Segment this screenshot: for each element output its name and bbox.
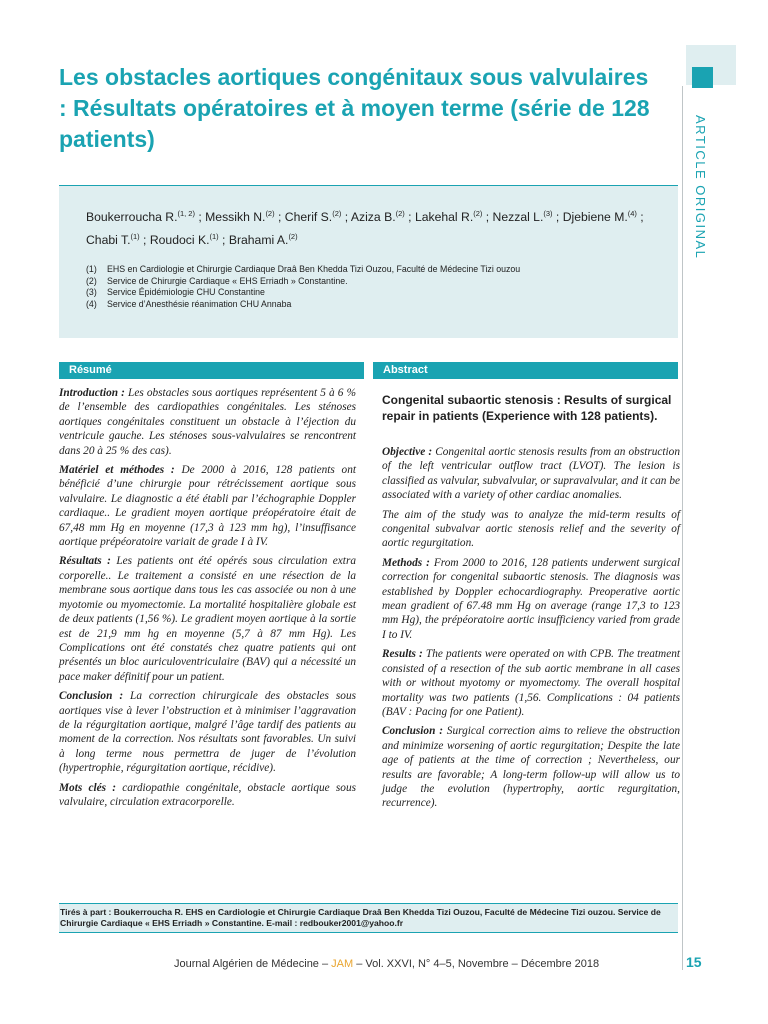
abstract-title: Congenital subaortic stenosis : Results of surgical repair in patients (Experience with 128 patients). — [382, 393, 672, 423]
author-name: Aziza B. — [350, 210, 396, 225]
paragraph — [59, 781, 356, 810]
affiliation-text: Service de Chirurgie Cardiaque « EHS Erriadh » Constantine. — [107, 275, 348, 286]
affiliation-number: (1) — [86, 264, 97, 274]
paragraph-text: The patients were operated on with CPB. The treatment consisted of a resection of the sub aortic membrane in all cases with or without myotomy or myomectomy. The overall hospital mortality was two patients (1,56. Complications : 04 patients (BAV : Pacing for one Patient). — [382, 648, 681, 718]
affiliation-number: (4) — [86, 298, 97, 309]
affiliation-item — [86, 299, 666, 311]
paragraph — [382, 445, 680, 503]
journal-issue: – Vol. XXVI, N° 4–5, Novembre – Décembre 2018 — [353, 958, 600, 970]
paragraph-text: Les patients ont été opérés sous circulation extra corporelle.. Le traitement a consisté en une résection de la membrane sous aortique dans tous les cas associée ou non à une myotomie ou myomectomie. La mortalité hospitalière globale est de deux patients (1,56 %). Le gradient moyen aortique à la sortie est de 21,9 mm hg en moyenne (5,7 à 87 mm Hg). Les Complications ont été constatés chez quatre patients qui ont présentés un bloc auriculoventriculaire (BAV) qui a nécessité un pace maker définitif pour un patient. — [59, 555, 356, 683]
author-list: Boukerroucha R.$^{(1, 2)}$ ; Messikh N.$^{(2)}$ ; Cherif S.$^{(2)}$ ; Aziza B.$^{(2)}$ ; Lakehal R.$^{(2)}$ ; Nezzal L.$^{(3)}$ ; Djebiene M.$^{(4)}$ ; Chabi T.$^{(1)}$ ; Roudoci K.$^{(1)}$ ; Brahami A.$^{(2)}$ — [86, 209, 644, 248]
paragraph-label: Conclusion : — [59, 690, 131, 703]
paragraph-label: Introduction : — [59, 387, 129, 399]
author-name: Chabi T. — [86, 233, 131, 248]
author-affiliation-ref: (4) — [627, 209, 637, 218]
affiliation-text: Service Épidémiologie CHU Constantine — [107, 287, 265, 297]
journal-abbrev: JAM — [331, 958, 354, 970]
paragraph — [382, 724, 680, 810]
author-name: Djebiene M. — [562, 210, 628, 225]
affiliation-number: (3) — [86, 287, 97, 297]
footnote-text: Tirés à part : Boukerroucha R. EHS en Cardiologie et Chirurgie Cardiaque Draâ Ben Khedda Tizi Ouzou, Faculté de Médecine Tizi ouzou. Service de Chirurgie Cardiaque « EHS Erriadh » Constantine. E-mail : redbouker2001@yahoo.fr — [60, 907, 661, 928]
paragraph — [382, 508, 680, 551]
journal-line — [174, 958, 599, 970]
paragraph — [59, 386, 356, 458]
authors-box — [59, 185, 678, 338]
author-affiliation-ref: (2) — [265, 209, 275, 218]
paragraph-text: The aim of the study was to analyze the mid-term results of congenital subvalvar aortic stenosis relief and the severity of aortic regurgitation. — [382, 508, 680, 550]
author-name: Brahami A. — [228, 233, 289, 248]
author-affiliation-ref: (2) — [395, 209, 405, 218]
affiliation-item — [86, 264, 666, 276]
paragraph-text: cardiopathie congénitale, obstacle aortique sous valvulaire, circulation extracorporelle. — [59, 781, 356, 808]
author-affiliation-ref: (2) — [332, 209, 342, 218]
paragraph-label: Mots clés : — [59, 781, 123, 794]
paragraph — [59, 689, 356, 775]
paragraph-label: Objective : — [382, 446, 436, 458]
affiliation-list — [86, 264, 666, 310]
paragraph-label: Results : — [382, 648, 426, 661]
corner-accent-square — [692, 67, 713, 88]
abstract-body — [382, 445, 680, 816]
paragraph-text: Les obstacles sous aortiques représentent 5 à 6 % de l’ensemble des cardiopathies congénitales. Les sténoses aortiques congénitales constituent un obstacle à l’éjection du ventricule gauche. Les sténoses sous-valvulaires se rencontrent dans 20 à 25 % des cas). — [59, 387, 356, 457]
author-name: Nezzal L. — [492, 210, 544, 225]
paragraph-text: La correction chirurgicale des obstacles sous aortiques vise à lever l’obstruction et à minimiser l’aggravation de la régurgitation aortique, malgré l’âge tardif des patients au moment de la correction. Nos résultats sont favorables. Un suivi à long terme nous permettra de juger de l’évolution (hypertrophie, régurgitation aortique, récidive). — [59, 690, 357, 775]
reprint-footnote — [59, 903, 678, 933]
paragraph — [382, 556, 680, 642]
page-number: 15 — [686, 954, 702, 970]
affiliation-item — [86, 287, 666, 299]
journal-name: Journal Algérien de Médecine – — [174, 958, 332, 970]
author-affiliation-ref: (3) — [543, 209, 553, 218]
affiliation-text: Service d’Anesthésie réanimation CHU Annaba — [107, 298, 292, 309]
author-affiliation-ref: (2) — [473, 209, 483, 218]
author-name: Messikh N. — [205, 210, 266, 225]
paragraph-text: Congenital aortic stenosis results from an obstruction of the left ventricular outflow tract (LVOT). The lesion is classified as valvular, subvalvular, or supravalvular, and it can be associated with a variety of other cardiac anomalies. — [382, 446, 680, 502]
paragraph-label: Conclusion : — [382, 725, 447, 738]
abstract-heading: Abstract — [373, 362, 678, 379]
author-affiliation-ref: (1, 2) — [177, 209, 195, 218]
resume-body — [59, 386, 356, 814]
author-affiliation-ref: (1) — [209, 232, 219, 242]
paragraph-label: Methods : — [382, 556, 434, 569]
author-name: Boukerroucha R. — [86, 210, 178, 225]
author-name: Lakehal R. — [414, 210, 474, 225]
affiliation-item — [86, 276, 666, 288]
paragraph-text: De 2000 à 2016, 128 patients ont bénéficié d’une chirurgie pour rétrécissement aortique sous valvulaire. Le diagnostic a été établi par l’échographie Doppler cardiaque.. Le gradient moyen aortique préopératoire était de 67,48 mm Hg en moyenne (17,3 à 123 mm hg), l’insuffisance aortique prépéoratoire variait de grade I à IV. — [59, 464, 356, 549]
paragraph-label: Matériel et méthodes : — [59, 464, 182, 477]
paragraph-label: Résultats : — [59, 555, 117, 568]
author-name: Roudoci K. — [149, 233, 210, 248]
affiliation-text: EHS en Cardiologie et Chirurgie Cardiaque Draâ Ben Khedda Tizi Ouzou, Faculté de Médecine Tizi ouzou — [107, 264, 521, 274]
author-affiliation-ref: (2) — [288, 232, 298, 242]
paragraph-text: From 2000 to 2016, 128 patients underwent surgical correction for congenital subaortic stenosis. The diagnosis was established by Doppler echocardiography. Preoperative aortic mean gradient of 67.48 mm Hg on average (range 17,3 to 123 mm Hg), the prépéoratoire aortic insufficiency varied from grade I to IV. — [382, 556, 680, 641]
author-name: Cherif S. — [284, 210, 333, 225]
paragraph-text: Surgical correction aims to relieve the obstruction and minimize worsening of aortic regurgitation; Despite the late age of patients at the time of correction ; Nevertheless, our results are favorable; A long-term follow-up will allow us to judge the evolution (hypertrophy, aortic regurgitation, recurrence). — [382, 725, 680, 810]
section-side-label: ARTICLE ORIGINAL — [693, 115, 708, 260]
side-rule — [682, 86, 683, 970]
affiliation-number: (2) — [86, 275, 97, 286]
paragraph — [59, 463, 356, 549]
paragraph — [382, 647, 680, 719]
author-affiliation-ref: (1) — [130, 232, 140, 242]
paragraph — [59, 554, 356, 684]
article-title: Les obstacles aortiques congénitaux sous valvulaires : Résultats opératoires et à moyen terme (série de 128 patients) — [59, 64, 650, 152]
resume-heading: Résumé — [59, 362, 364, 379]
